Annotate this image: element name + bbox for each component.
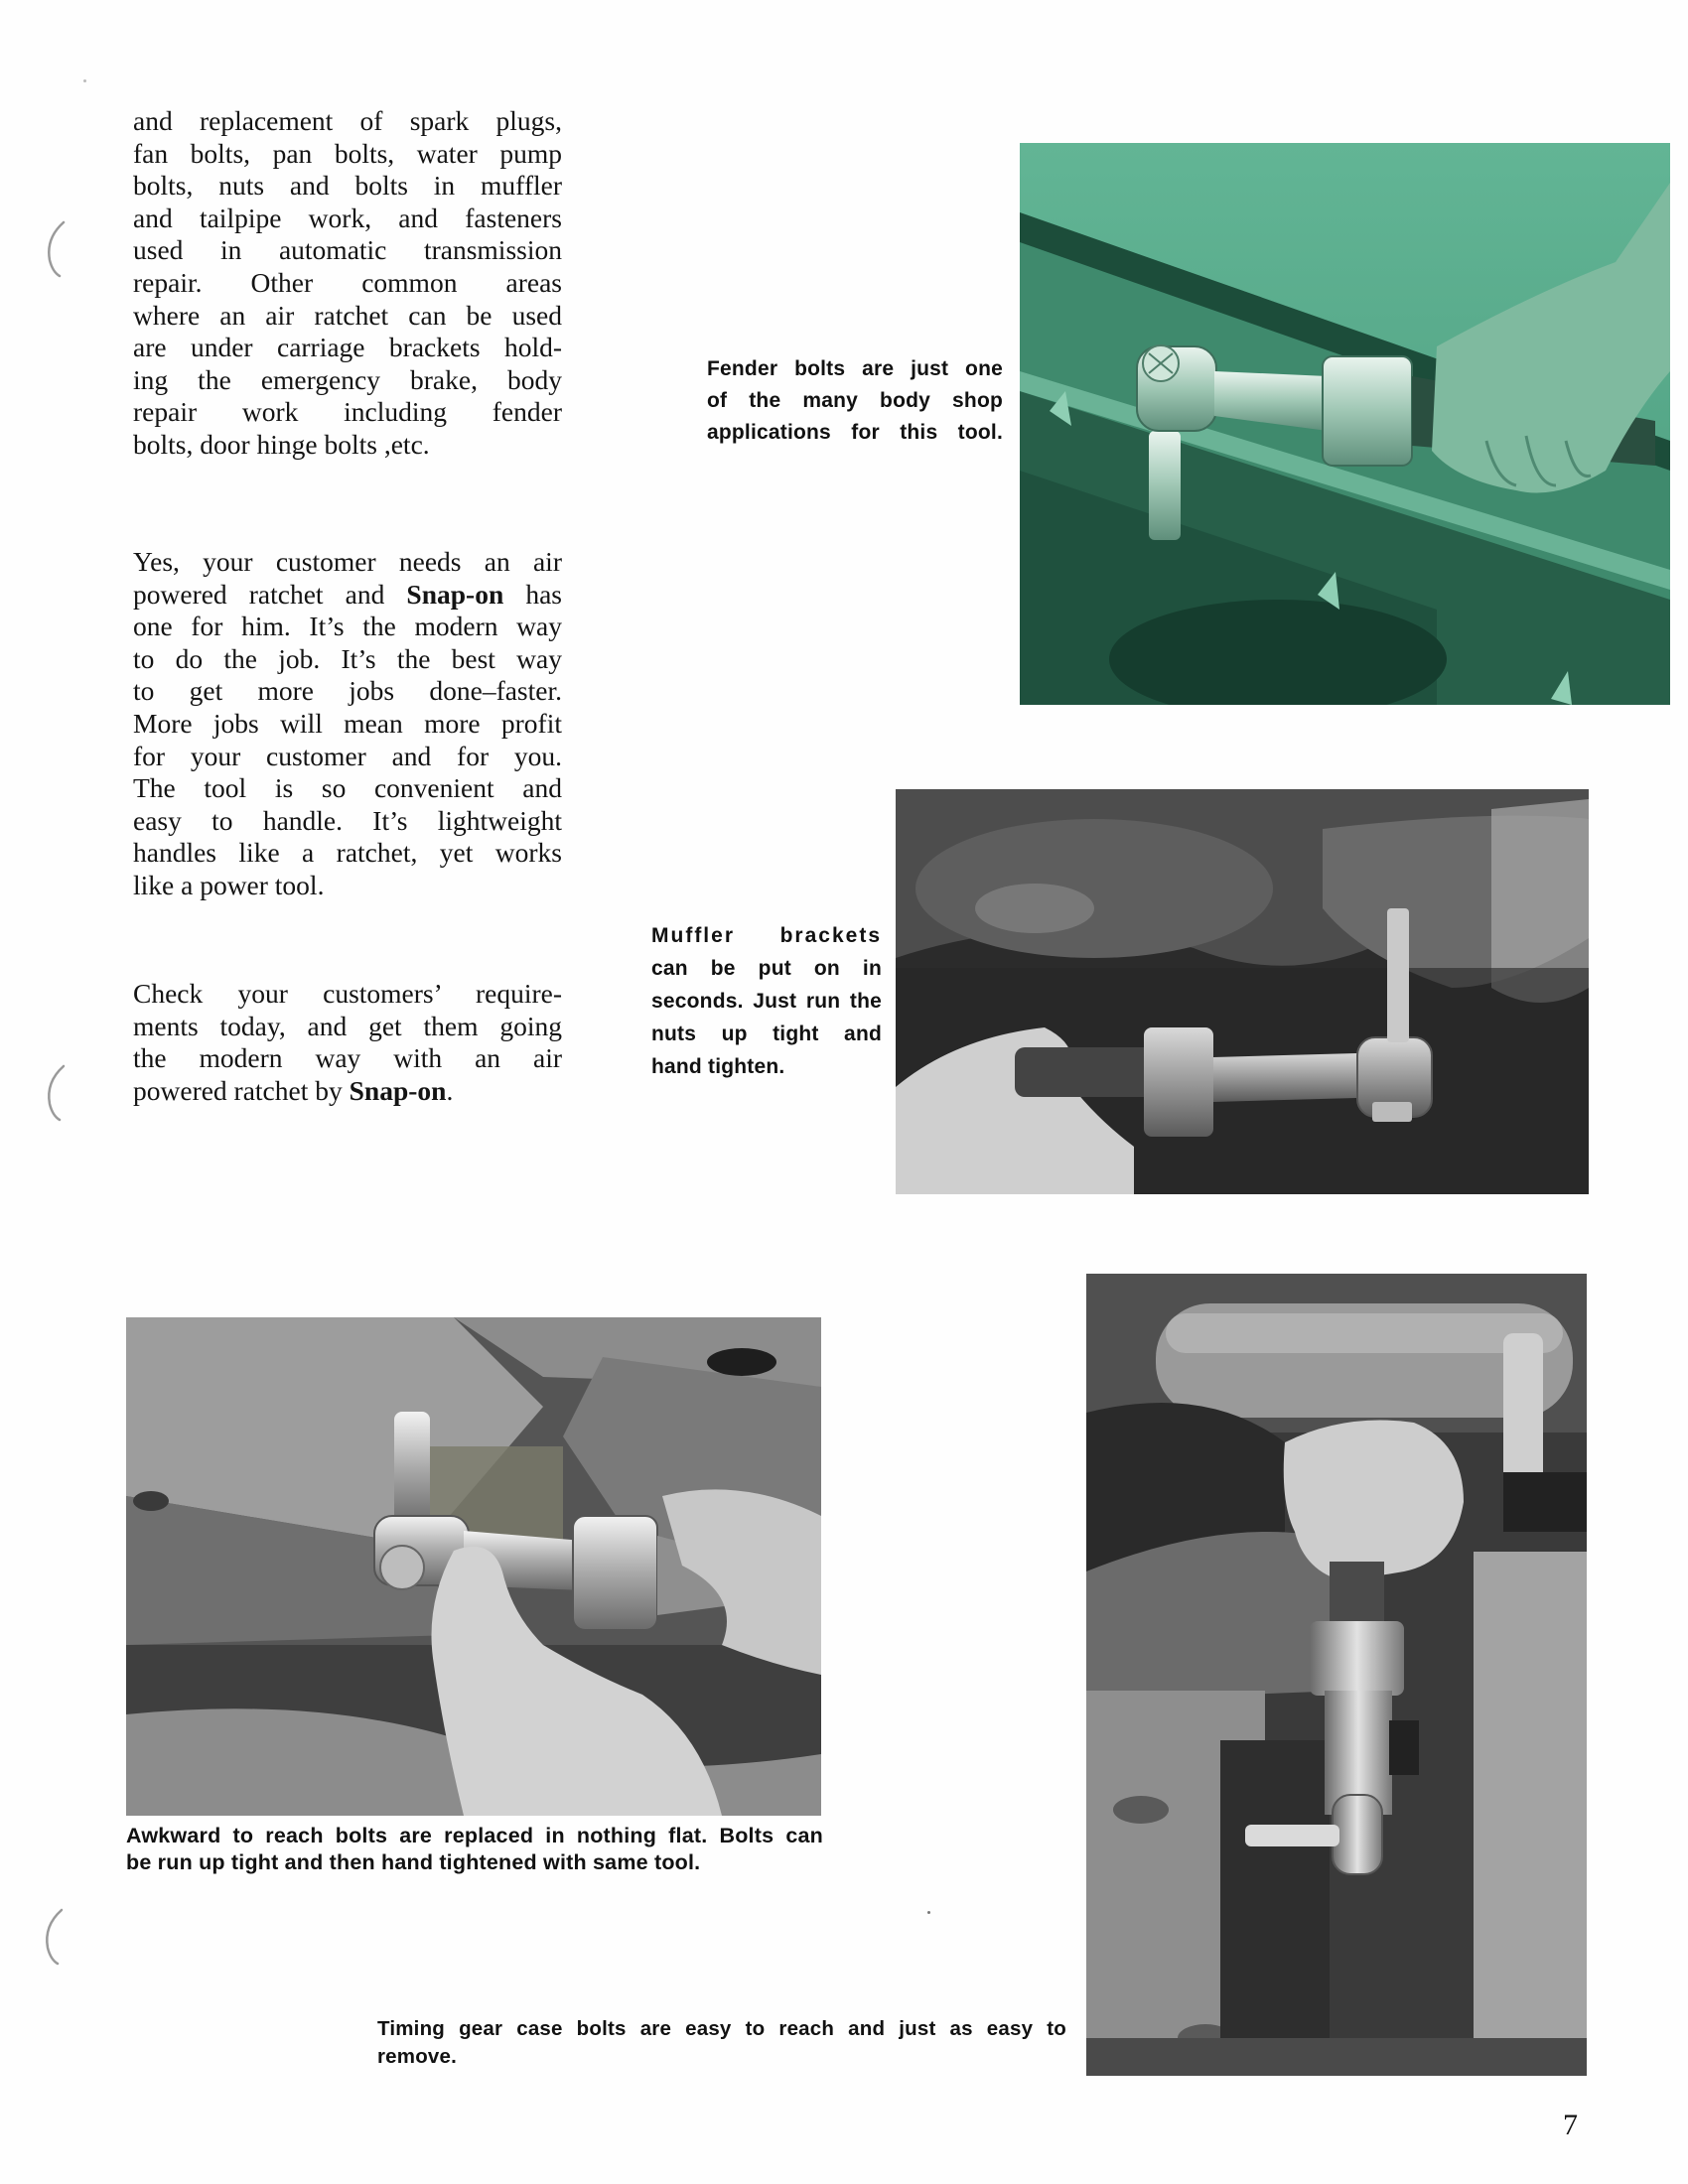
text-line: Check your customers’ require- — [133, 978, 562, 1009]
brand-name: Snap-on — [406, 578, 504, 610]
text-line: The tool is so convenient and — [133, 772, 562, 804]
punch-hole-mark — [42, 1908, 64, 1966]
text-line: used in automatic transmission — [133, 234, 562, 266]
caption-fender — [707, 353, 1003, 449]
caption-line: Timing gear case bolts are easy to reach and just as easy to — [377, 2017, 1066, 2040]
photo-muffler-brackets — [896, 789, 1589, 1194]
text-fragment: powered ratchet by — [133, 1074, 350, 1106]
text-line: Yes, your customer needs an air — [133, 546, 562, 577]
brand-name: Snap-on — [349, 1074, 447, 1106]
text-line — [133, 1075, 562, 1108]
caption-line: Muffler brackets — [651, 924, 882, 947]
scan-speck — [83, 79, 86, 82]
caption-line: Awkward to reach bolts are replaced in nothing flat. Bolts can — [126, 1824, 823, 1847]
text-fragment: . — [446, 1074, 454, 1106]
paragraph-applications — [133, 105, 562, 462]
caption-muffler — [651, 919, 882, 1083]
punch-hole-mark — [44, 1064, 66, 1122]
text-line: to get more jobs done–faster. — [133, 675, 562, 707]
text-line: where an air ratchet can be used — [133, 299, 562, 331]
caption-timing-gear — [377, 2015, 1066, 2071]
caption-line: of the many body shop — [707, 389, 1003, 412]
text-line — [133, 579, 562, 612]
text-line: to do the job. It’s the best way — [133, 642, 562, 674]
caption-line: Fender bolts are just one — [707, 357, 1003, 380]
punch-hole-mark — [44, 220, 66, 278]
text-line: repair. Other common areas — [133, 266, 562, 298]
text-line: easy to handle. It’s lightweight — [133, 804, 562, 836]
text-line: are under carriage brackets hold- — [133, 332, 562, 363]
text-line: ing the emergency brake, body — [133, 363, 562, 395]
caption-awkward — [126, 1823, 823, 1876]
text-line: and tailpipe work, and fasteners — [133, 202, 562, 233]
text-fragment: powered ratchet and — [133, 578, 407, 610]
text-line: handles like a ratchet, yet works — [133, 837, 562, 869]
caption-line: hand tighten. — [651, 1055, 785, 1078]
photo-awkward-bolts — [126, 1317, 821, 1816]
text-line: and replacement of spark plugs, — [133, 105, 562, 136]
text-line: one for him. It’s the modern way — [133, 611, 562, 642]
text-line: bolts, door hinge bolts ,etc. — [133, 428, 430, 460]
caption-line: remove. — [377, 2045, 458, 2068]
photo-fender-bolts — [1020, 143, 1670, 705]
text-line: the modern way with an air — [133, 1042, 562, 1074]
scan-speck — [927, 1911, 930, 1914]
text-line: for your customer and for you. — [133, 740, 562, 771]
caption-line: can be put on in — [651, 957, 882, 980]
text-line: More jobs will mean more profit — [133, 707, 562, 739]
paragraph-call-to-action — [133, 978, 562, 1107]
text-fragment: has — [503, 578, 562, 610]
caption-line: be run up tight and then hand tightened with same tool. — [126, 1850, 701, 1874]
text-line: like a power tool. — [133, 869, 325, 900]
caption-line: nuts up tight and — [651, 1023, 882, 1045]
text-line: bolts, nuts and bolts in muffler — [133, 170, 562, 202]
caption-line: seconds. Just run the — [651, 990, 882, 1013]
paragraph-customer-needs — [133, 546, 562, 902]
text-line: ments today, and get them going — [133, 1010, 562, 1041]
caption-line: applications for this tool. — [707, 421, 1003, 444]
page-number: 7 — [1563, 2109, 1578, 2141]
text-line: fan bolts, pan bolts, water pump — [133, 137, 562, 169]
photo-timing-gear-case — [1086, 1274, 1587, 2076]
text-line: repair work including fender — [133, 396, 562, 428]
